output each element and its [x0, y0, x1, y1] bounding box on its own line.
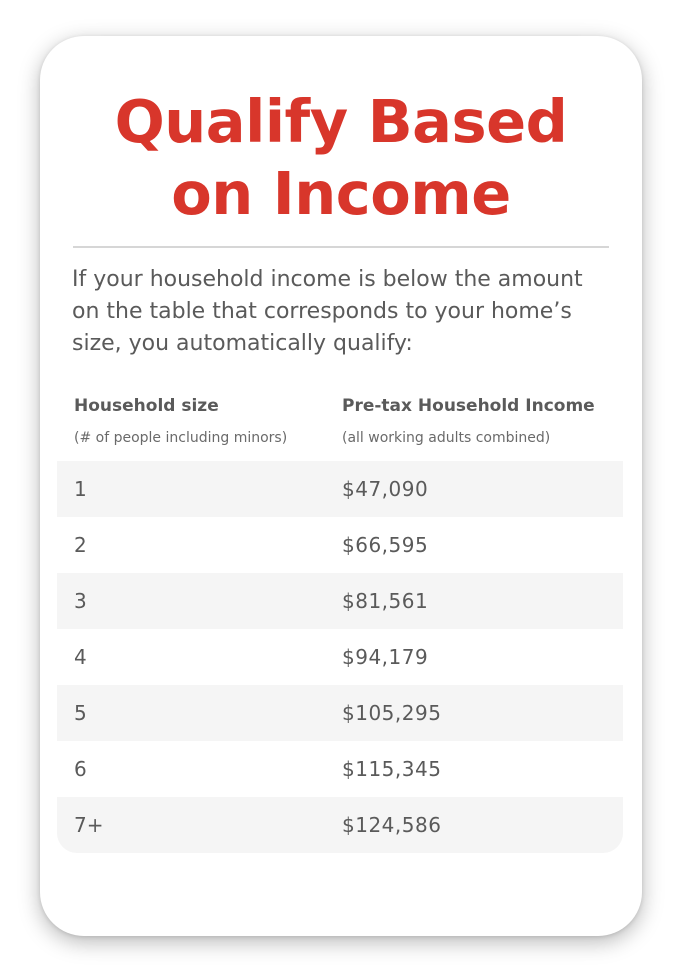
income-limit-cell: $105,295: [342, 701, 442, 725]
household-size-cell: 1: [74, 477, 87, 501]
table-row: [57, 685, 623, 741]
income-limit-cell: $94,179: [342, 645, 429, 669]
household-size-cell: 5: [74, 701, 87, 725]
household-size-header: Household size: [74, 396, 219, 416]
intro-text: If your household income is below the amount on the table that corresponds to your home’s size, you automatically qualify:: [72, 267, 583, 356]
card-title-line-1: Qualify Based: [114, 87, 568, 156]
table-row: [57, 797, 623, 853]
card-title-line-2: on Income: [171, 159, 511, 228]
household-income-subheader: (all working adults combined): [342, 430, 551, 446]
table-row: [57, 629, 623, 685]
household-income-header: Pre-tax Household Income: [342, 396, 595, 416]
card-title: [40, 86, 642, 230]
household-size-cell: 3: [74, 589, 87, 613]
income-limit-cell: $124,586: [342, 813, 442, 837]
income-table: [57, 461, 623, 853]
income-limit-cell: $47,090: [342, 477, 429, 501]
household-size-cell: 6: [74, 757, 87, 781]
household-size-subheader: (# of people including minors): [74, 430, 288, 446]
title-divider: [73, 246, 609, 248]
income-limit-cell: $115,345: [342, 757, 442, 781]
table-row: [57, 461, 623, 517]
table-row: [57, 517, 623, 573]
income-limit-cell: $81,561: [342, 589, 429, 613]
income-qualification-card: [40, 36, 642, 936]
household-size-cell: 2: [74, 533, 87, 557]
table-row: [57, 741, 623, 797]
table-row: [57, 573, 623, 629]
household-size-cell: 4: [74, 645, 87, 669]
household-size-cell: 7+: [74, 813, 104, 837]
income-limit-cell: $66,595: [342, 533, 429, 557]
